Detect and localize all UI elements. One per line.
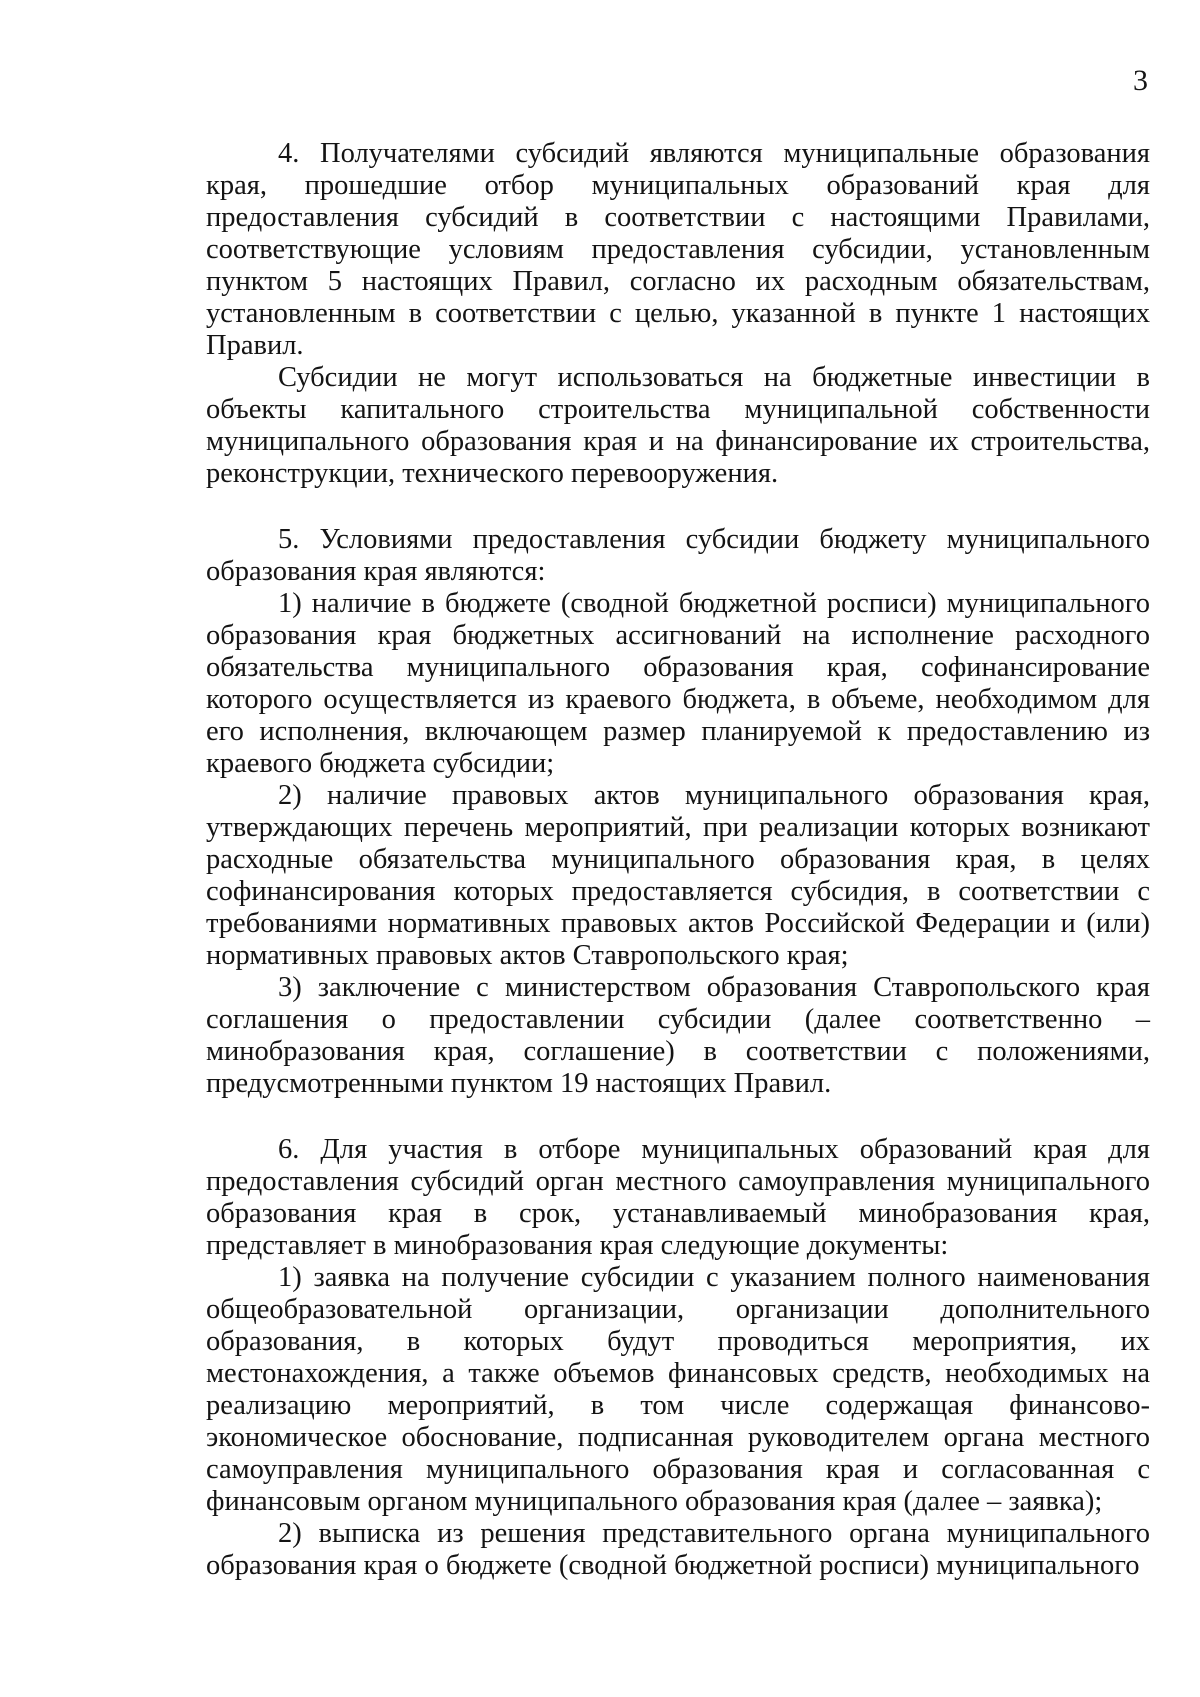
paragraph-4-subsidy-restriction: Субсидии не могут использоваться на бюджетные инвестиции в объекты капитального строительства муниципальной собственности муниципального образования края и на финансирование их строительства, реконструкции, технического перевооружения. (206, 362, 1150, 489)
paragraph-5-item-2: 2) наличие правовых актов муниципального образования края, утверждающих перечень мероприятий, при реализации которых возникают расходные обязательства муниципального образования края, в целях софинансирования которых предоставляется субсидия, в соответствии с требованиями нормативных правовых актов Российской Федерации и (или) нормативных правовых актов Ставропольского края; (206, 780, 1150, 971)
paragraph-5: 5. Условиями предоставления субсидии бюджету муниципального образования края являются: (206, 524, 1150, 587)
paragraph-4: 4. Получателями субсидий являются муниципальные образования края, прошедшие отбор муниципальных образований края для предоставления субсидий в соответствии с настоящими Правилами, соответствующие условиям предоставления субсидии, установленным пунктом 5 настоящих Правил, согласно их расходным обязательствам, установленным в соответствии с целью, указанной в пункте 1 настоящих Правил. (206, 138, 1150, 361)
paragraph-6-item-1: 1) заявка на получение субсидии с указанием полного наименования общеобразовательной организации, организации дополнительного образования, в которых будут проводиться мероприятия, их местонахождения, а также объемов финансовых средств, необходимых на реализацию мероприятий, в том числе содержащая финансово-экономическое обоснование, подписанная руководителем органа местного самоуправления муниципального образования края и согласованная с финансовым органом муниципального образования края (далее – заявка); (206, 1262, 1150, 1517)
paragraph-5-item-1: 1) наличие в бюджете (сводной бюджетной росписи) муниципального образования края бюджетных ассигнований на исполнение расходного обязательства муниципального образования края, софинансирование которого осуществляется из краевого бюджета, в объеме, необходимом для его исполнения, включающем размер планируемой к предоставлению из краевого бюджета субсидии; (206, 588, 1150, 779)
paragraph-6-item-2: 2) выписка из решения представительного органа муниципального образования края о бюджете (сводной бюджетной росписи) муниципального (206, 1518, 1150, 1581)
paragraph-6: 6. Для участия в отборе муниципальных образований края для предоставления субсидий орган местного самоуправления муниципального образования края в срок, устанавливаемый минобразования края, представляет в минобразования края следующие документы: (206, 1134, 1150, 1261)
document-body (206, 138, 1150, 1582)
paragraph-5-item-3: 3) заключение с министерством образования Ставропольского края соглашения о предоставлении субсидии (далее соответственно – минобразования края, соглашение) в соответствии с положениями, предусмотренными пунктом 19 настоящих Правил. (206, 972, 1150, 1099)
page-number: 3 (1133, 64, 1148, 97)
